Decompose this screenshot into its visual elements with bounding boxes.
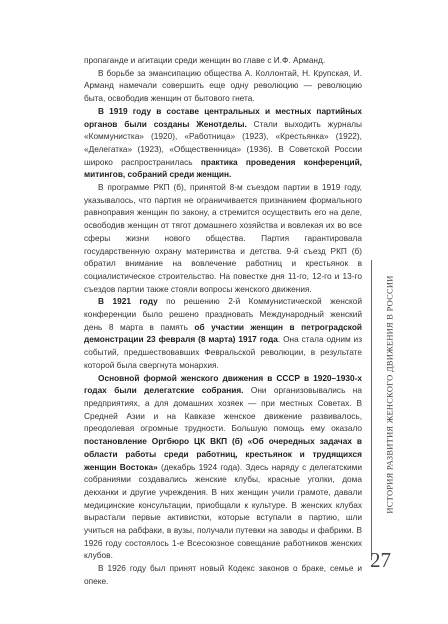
paragraph-text: В 1926 году был принят новый Кодекс законов о браке, семье и опеке. [84, 563, 362, 586]
sidebar-running-title [380, 260, 400, 540]
paragraph-text: Они организовывались на предприятиях, а для домашних хозяек — при местных Советах. В Средней Азии и на Кавказе женское движение развивалось, преодолевая огромные трудности. Большую помощь ему оказало [84, 385, 362, 434]
paragraph [84, 105, 362, 181]
paragraph-text: пропаганде и агитации среди женщин во главе с И.Ф. Арманд. [84, 55, 326, 65]
paragraph-text: (декабрь 1924 года). Здесь наряду с делегатскими собраниями создавались женские клубы, красные уголки, дома декханки и другие учреждения. В них женщин учили грамоте, давали медицинские консультации, приобщали к культуре. В женских клубах вырастали первые активистки, которые вступали в партию, шли учиться на рабфаки, в вузы, получали путевки на заводы и фабрики. В 1926 году состоялось 1-е Всесоюзное совещание работников женских клубов. [84, 461, 362, 561]
paragraph-text: В программе РКП (б), принятой 8-м съездом партии в 1919 году, указывалось, что партия не ограничивается признанием формального равноправия женщин по закону, а стремится осуществить его на деле, освободив женщин от тягот домашнего хозяйства и вовлекая их во все сферы жизни нового общества. Партия гарантировала государственную охрану материнства и детства. 9-й съезд РКП (б) обратил внимание на вовлечение работниц и крестьянок в социалистическое строительство. На повестке дня 11-го, 12-го и 13-го съездов партии также стояли вопросы женского движения. [84, 182, 362, 294]
paragraph-text: Стали выходить журналы «Коммунистка» (1920), «Работница» (1923), «Крестьянка» (1922), «Делегатка» (1923), «Общественница» (1936). В Советской России широко распространилась [84, 118, 362, 167]
paragraph-bold: В 1919 году в составе центральных и местных партийных органов были созданы Женотделы. [84, 105, 362, 129]
paragraph-bold: В 1921 году [98, 296, 158, 307]
paragraph-text: по решению 2-й Коммунистической женской конференции было решено праздновать Международный женский день 8 марта в память [84, 296, 362, 332]
paragraph-bold: постановление Оргбюро ЦК ВКП (б) «Об очередных задачах в области работы среди работниц, крестьянок и трудящихся женщин Востока» [84, 436, 362, 472]
paragraph [84, 295, 362, 371]
body-text [84, 54, 362, 588]
paragraph-bold: об участии женщин в петроградской демонстрации 23 февраля (8 марта) 1917 года [84, 321, 362, 345]
paragraph [84, 562, 362, 587]
paragraph-bold: Основной формой женского движения в СССР в 1920–1930-х годах были делегатские собрания. [84, 372, 362, 396]
page-number: 27 [370, 548, 391, 572]
paragraph-text: В борьбе за эмансипацию общества А. Коллонтай, Н. Крупская, И. Арманд намечали совершить еще одну революцию — революцию быта, освободив женщин от бытового гнета. [84, 67, 362, 104]
paragraph-text: . Она стала одним из событий, предшествовавших Февральской революции, в результате которой была свергнута монархия. [84, 334, 362, 370]
paragraph-bold: практика проведения конференций, митингов, собраний среди женщин. [84, 156, 362, 180]
vertical-rule [371, 260, 372, 560]
running-title-text: ИСТОРИЯ РАЗВИТИЯ ЖЕНСКОГО ДВИЖЕНИЯ В РОССИИ [385, 275, 395, 514]
paragraph [84, 181, 362, 295]
paragraph [84, 372, 362, 563]
paragraph [84, 54, 362, 67]
paragraph [84, 67, 362, 105]
